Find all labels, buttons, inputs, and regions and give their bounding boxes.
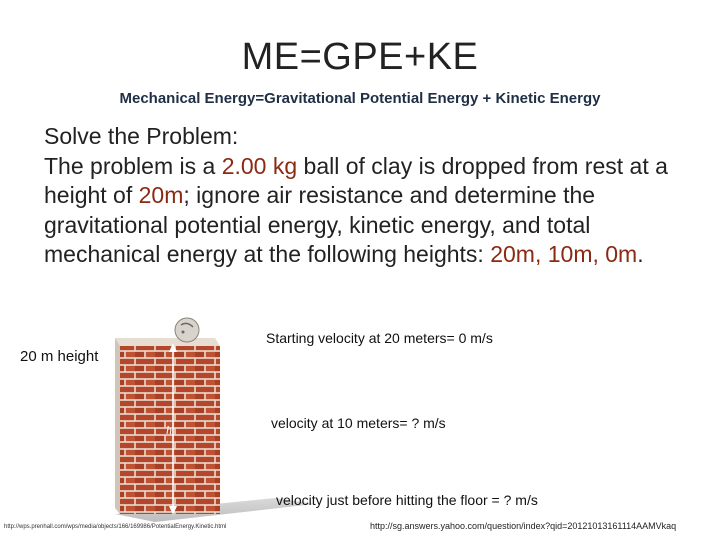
- problem-text-2: ball of clay is dropped from rest at a height of: [44, 152, 668, 208]
- velocity-floor-label: velocity just before hitting the floor = ? m/s: [276, 492, 538, 508]
- problem-text-1: The problem is a: [44, 152, 222, 179]
- h-symbol: h: [166, 423, 172, 437]
- problem-heading: Solve the Problem:: [44, 123, 239, 149]
- problem-statement: [44, 122, 684, 270]
- starting-velocity-label: Starting velocity at 20 meters= 0 m/s: [266, 330, 493, 346]
- height-value: 20m: [138, 182, 184, 208]
- problem-text-end: .: [637, 241, 644, 267]
- slide-title: ME=GPE+KE: [241, 36, 479, 78]
- source-link-left[interactable]: http://wps.prenhall.com/wps/media/objects/166/169986/PotentialEnergy.Kinetic.html: [4, 524, 227, 530]
- source-link-right[interactable]: http://sg.answers.yahoo.com/question/index?qid=20121013161114AAMVkaq: [370, 521, 677, 531]
- mass-value: 2.00 kg: [221, 152, 298, 179]
- slide-subtitle: Mechanical Energy=Gravitational Potential Energy + Kinetic Energy: [119, 90, 601, 107]
- heights-list: 20m, 10m, 0m: [490, 241, 638, 267]
- velocity-10m-label: velocity at 10 meters= ? m/s: [271, 415, 446, 431]
- problem-text-3: ; ignore air resistance and determine the gravitational potential energy, kinetic energy, and total mechanical energy at the following heights:: [44, 182, 596, 267]
- height-label: 20 m height: [20, 348, 99, 365]
- clay-ball: [175, 318, 199, 342]
